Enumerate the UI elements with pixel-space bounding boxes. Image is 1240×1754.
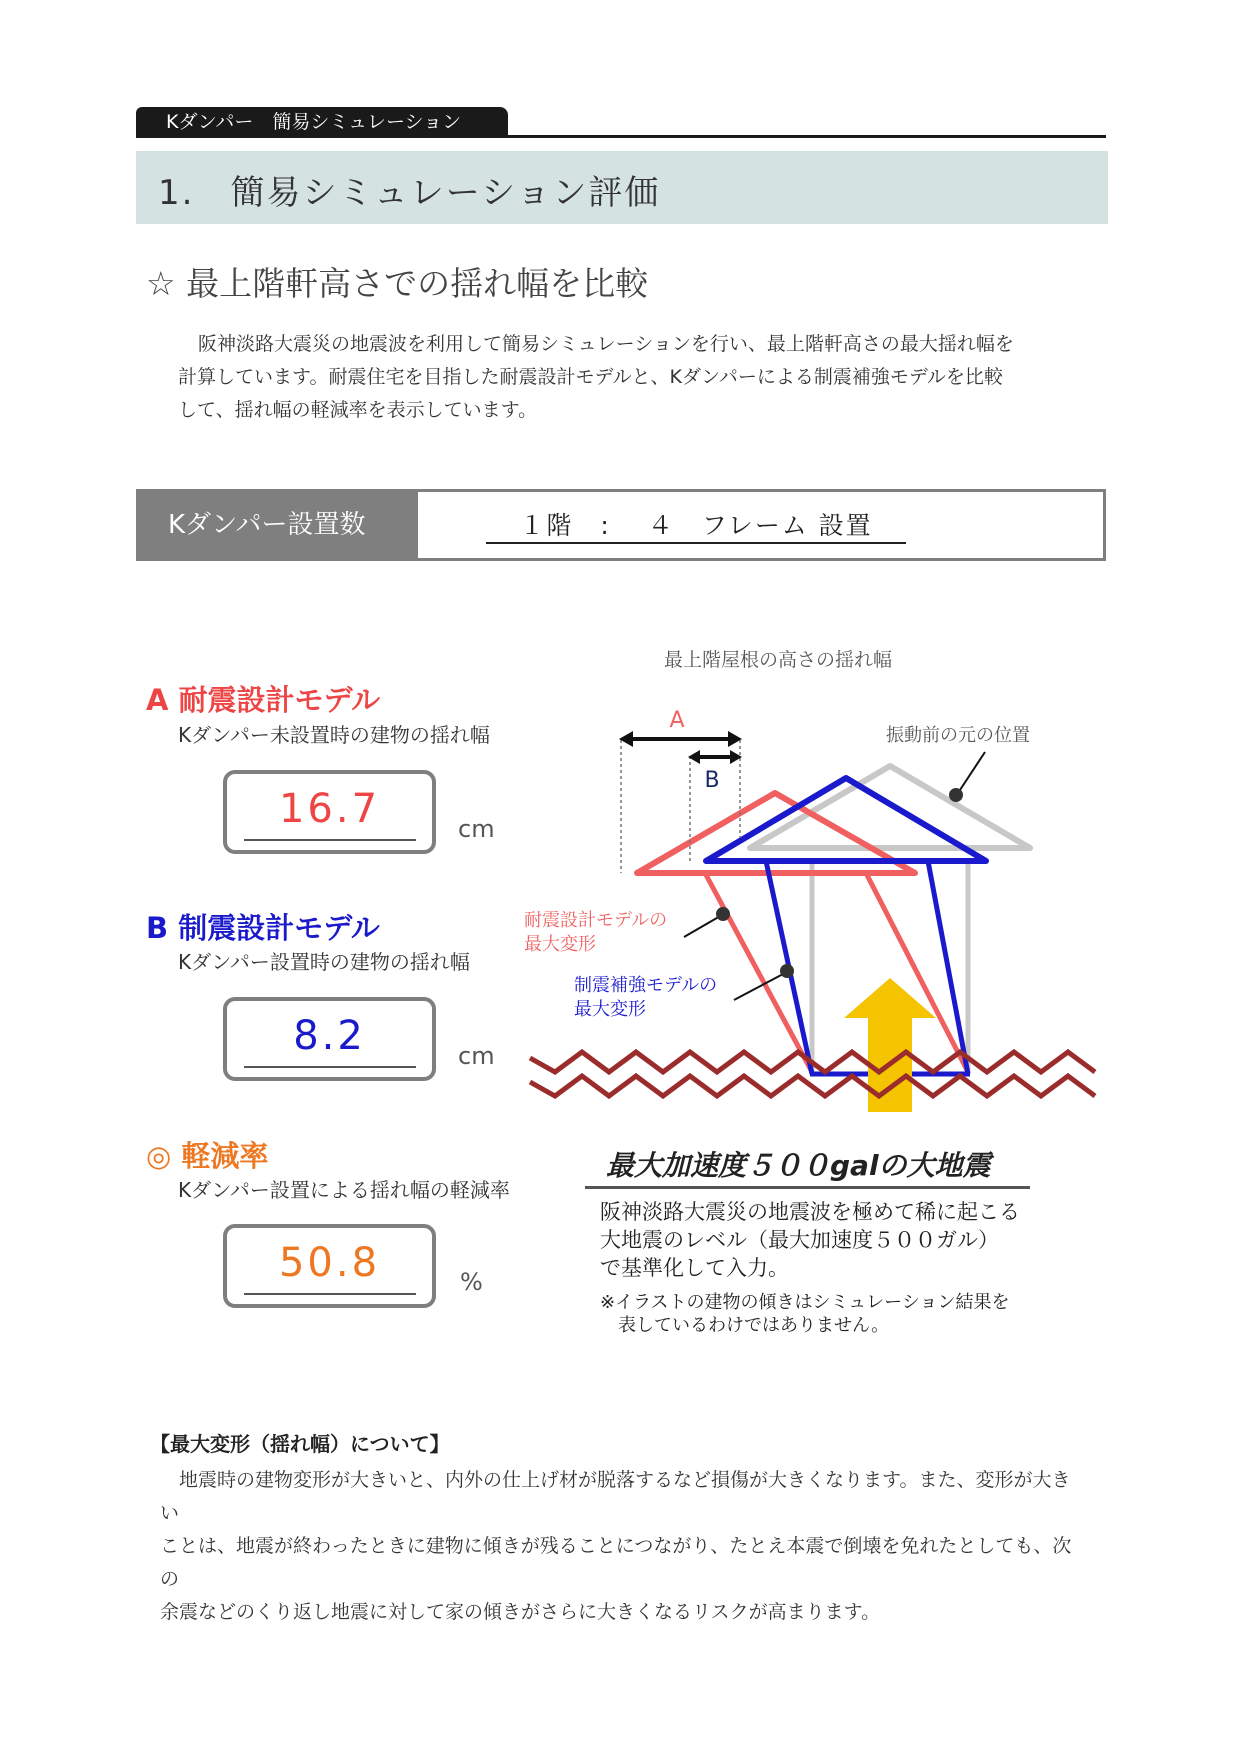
deformation-title: 【最大変形（揺れ幅）について】 (150, 1432, 450, 1456)
document-tag: Kダンパー 簡易シミュレーション (136, 107, 508, 137)
model-b-callout-line2: 最大変形 (574, 999, 646, 1020)
deformation-line: 地震時の建物変形が大きいと、内外の仕上げ材が脱落するなど損傷が大きくなります。また、変形が大きい (160, 1469, 1071, 1524)
intro-line: 計算しています。耐震住宅を目指した耐震設計モデルと、Kダンパーによる制震補強モデルを比較 (178, 366, 1003, 388)
model-a-unit: cm (458, 815, 495, 843)
earthquake-note (600, 1291, 1009, 1337)
arrow-a-head-left (619, 731, 633, 747)
model-a-desc: Kダンパー未設置時の建物の揺れ幅 (178, 723, 490, 747)
earthquake-note-line: ※イラストの建物の傾きはシミュレーション結果を (600, 1292, 1010, 1313)
model-a-underline (244, 839, 416, 841)
model-b-desc: Kダンパー設置時の建物の揺れ幅 (178, 950, 470, 974)
original-callout-dot (949, 788, 963, 802)
earthquake-desc-line: 阪神淡路大震災の地震波を極めて稀に起こる (600, 1200, 1020, 1224)
model-a-callout-line (684, 915, 722, 937)
model-a-callout-line2: 最大変形 (524, 934, 596, 955)
intro-line: 阪神淡路大震災の地震波を利用して簡易シミュレーションを行い、最上階軒高さの最大揺れ幅を (198, 333, 1014, 355)
label-b: B (704, 768, 720, 793)
damper-count-value: １階 : ４ フレーム 設置 (486, 506, 906, 544)
model-a-callout-dot (716, 907, 730, 921)
ground-zigzag-lower (530, 1076, 1095, 1096)
header-rule (136, 135, 1106, 138)
damper-count-label: Kダンパー設置数 (136, 489, 418, 561)
deformation-line: ことは、地震が終わったときに建物に傾きが残ることにつながり、たとえ本震で倒壊を免れたとしても、次の (160, 1535, 1072, 1590)
model-b-title: B 制震設計モデル (146, 911, 380, 945)
earthquake-desc-line: 大地震のレベル（最大加速度５００ガル） (600, 1228, 999, 1252)
illustration-caption: 最上階屋根の高さの揺れ幅 (663, 649, 893, 671)
model-a-callout-line1: 耐震設計モデルの (524, 910, 668, 931)
model-b-unit: cm (458, 1042, 495, 1070)
arrow-b-head-left (688, 750, 700, 764)
label-a: A (669, 708, 685, 733)
model-b-value: 8.2 (293, 1013, 366, 1059)
model-b-callout-dot (780, 964, 794, 978)
model-b-callout-line1: 制震補強モデルの (574, 975, 718, 996)
deformation-line: 余震などのくり返し地震に対して家の傾きがさらに大きくなるリスクが高まります。 (160, 1601, 881, 1623)
earthquake-desc (600, 1198, 1020, 1282)
intro-text (178, 328, 1068, 427)
arrow-a-head-right (728, 731, 742, 747)
section-title: 1. 簡易シミュレーション評価 (158, 173, 661, 213)
model-a-wall-left (705, 873, 812, 1072)
earthquake-title: 最大加速度５００galの大地震 (606, 1149, 991, 1182)
sway-illustration (520, 640, 1120, 1120)
original-position-label: 振動前の元の位置 (886, 725, 1030, 746)
reduction-desc: Kダンパー設置による揺れ幅の軽減率 (178, 1178, 510, 1202)
earthquake-note-line: 表しているわけではありません。 (600, 1315, 890, 1336)
earthquake-rule (585, 1186, 1030, 1189)
deformation-text (160, 1464, 1080, 1629)
model-b-underline (244, 1066, 416, 1068)
reduction-title: ◎ 軽減率 (146, 1139, 269, 1173)
up-arrow-icon (844, 978, 936, 1112)
model-b-wall-right (928, 861, 968, 1074)
model-a-value: 16.7 (278, 786, 381, 832)
reduction-underline (244, 1293, 416, 1295)
sub-title: ☆ 最上階軒高さでの揺れ幅を比較 (146, 264, 649, 303)
intro-line: して、揺れ幅の軽減率を表示しています。 (178, 399, 538, 421)
reduction-unit: % (460, 1268, 483, 1296)
original-callout-line (958, 752, 985, 793)
model-a-title: A 耐震設計モデル (146, 683, 381, 717)
reduction-value: 50.8 (278, 1240, 381, 1286)
earthquake-desc-line: で基準化して入力。 (600, 1256, 789, 1280)
